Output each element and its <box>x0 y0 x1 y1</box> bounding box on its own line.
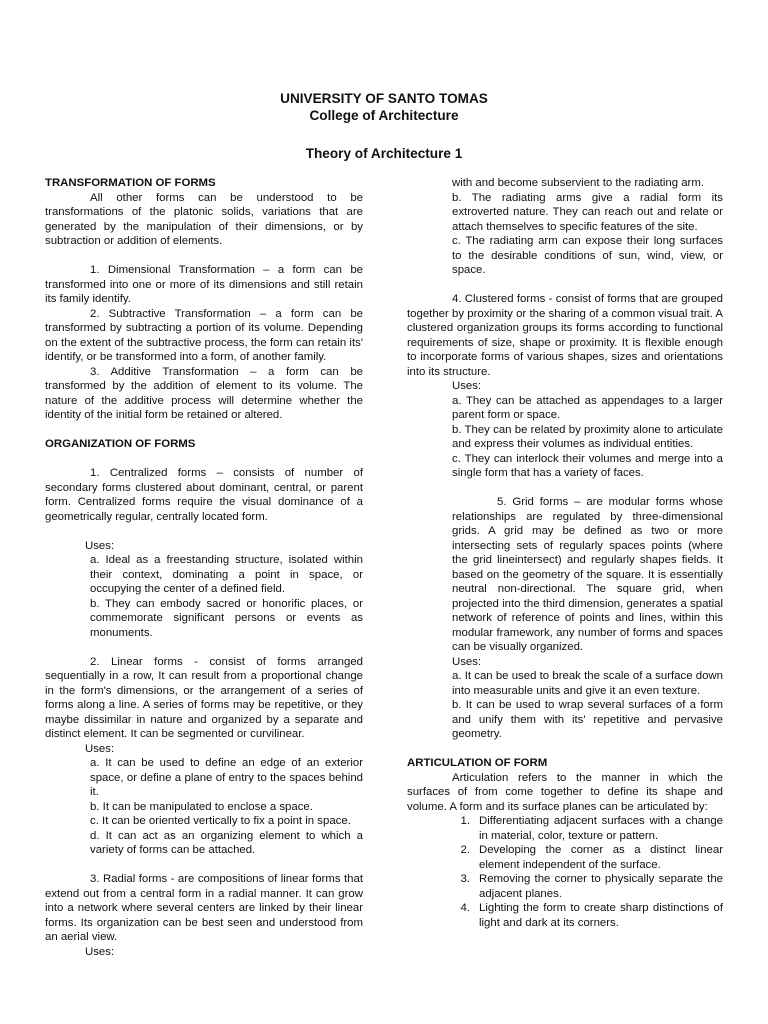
list-item: c. The radiating arm can expose their long surfaces to the desirable conditions of sun, wind, view, or space. <box>452 235 723 276</box>
list-item: a. It can be used to define an edge of an exterior space, or define a plane of entry to the spaces behind it. <box>90 757 363 798</box>
grid-uses-label: Uses: <box>452 655 482 668</box>
linear-uses-label: Uses: <box>85 742 115 755</box>
document-header <box>0 90 768 162</box>
radial-uses-continued <box>407 176 723 278</box>
centralized-forms: 1. Centralized forms – consists of number of secondary forms clustered about dominant, central, or parent form. Centralized forms require the visual dominance of a geometrically regular, centrally located form. <box>45 467 363 523</box>
articulation-list <box>407 814 723 930</box>
list-item: a. Ideal as a freestanding structure, isolated within their context, dominating a point in space, or occupying the center of a defined field. <box>90 554 363 595</box>
list-item: with and become subservient to the radiating arm. <box>452 177 704 189</box>
articulation-heading: ARTICULATION OF FORM <box>407 757 548 769</box>
radial-forms: 3. Radial forms - are compositions of linear forms that extend out from a central form in a radial manner. It can grow into a network where several centers are linked by their linear forms. Its organization can be best seen and understood from an aerial view. <box>45 873 363 943</box>
linear-uses-list <box>45 756 363 858</box>
list-item: d. It can act as an organizing element to which a variety of forms can be attached. <box>90 829 363 856</box>
list-item: b. They can embody sacred or honorific places, or commemorate significant persons or events as monuments. <box>90 597 363 639</box>
articulation-intro: Articulation refers to the manner in which the surfaces of from come together to define its shape and volume. A form and its surface planes can be articulated by: <box>407 771 723 813</box>
clustered-uses-list <box>407 394 723 481</box>
list-item: b. They can be related by proximity alone to articulate and express their volumes as individual entities. <box>452 423 723 450</box>
list-item: b. It can be manipulated to enclose a space. <box>90 800 313 813</box>
grid-forms: 5. Grid forms – are modular forms whose relationships are regulated by three-dimensional grids. A grid may be defined as two or more intersecting sets of regularly spaces points (where the grid lineintersect) and regularly shapes fields. It based on the geometry of the square. It is essentially neutral non-directional. The square grid, when projected into the third dimension, generates a spatial network of reference of points and lines, within this modular framework, any number of forms and spaces can be visually organized. <box>452 496 723 653</box>
radial-uses-label: Uses: <box>85 945 115 958</box>
linear-forms: 2. Linear forms - consist of forms arranged sequentially in a row, It can result from a proportional change in the form's dimensions, or the arrangement of a series of forms along a line. A series of forms may be repetitive, or they maybe dissimilar in nature and organized by a separate and distinct element. It can be segmented or curvilinear. <box>45 655 363 740</box>
list-item: 2. Developing the corner as a distinct linear element independent of the surface. <box>460 844 723 871</box>
list-item: c. It can be oriented vertically to fix a point in space. <box>90 815 351 827</box>
course-title: Theory of Architecture 1 <box>305 146 463 161</box>
university-name: UNIVERSITY OF SANTO TOMAS <box>280 91 488 106</box>
college-name: College of Architecture <box>309 108 459 123</box>
list-item: c. They can interlock their volumes and merge into a single form that has a variety of faces. <box>452 452 723 479</box>
transformation-heading: TRANSFORMATION OF FORMS <box>45 177 216 189</box>
centralized-uses-label: Uses: <box>85 539 115 552</box>
organization-heading: ORGANIZATION OF FORMS <box>45 438 196 450</box>
right-column <box>407 176 723 930</box>
dimensional-transformation: 1. Dimensional Transformation – a form can be transformed into one or more of its dimensions and still retain its family identify. <box>45 264 363 305</box>
subtractive-transformation: 2. Subtractive Transformation – a form can be transformed by subtracting a portion of its volume. Depending on the extent of the subtractive process, the form can retain its' identify, or be transformed into a form, of another family. <box>45 307 363 363</box>
centralized-uses-list <box>45 553 363 640</box>
list-item: 1. Differentiating adjacent surfaces with a change in material, color, texture or pattern. <box>460 815 723 842</box>
list-item: a. They can be attached as appendages to a larger parent form or space. <box>452 394 723 421</box>
left-column <box>45 176 363 959</box>
grid-forms-block <box>407 495 723 742</box>
additive-transformation: 3. Additive Transformation – a form can be transformed by the addition of element to its volume. The nature of the additive process will determine whether the identity of the initial form be retained or altered. <box>45 365 363 421</box>
clustered-forms: 4. Clustered forms - consist of forms that are grouped together by proximity or the sharing of a common visual trait. A clustered organization groups its forms according to functional requirements of size, shape or proximity. It is flexible enough to incorporate forms of various shapes, sizes and orientations into its structure. <box>407 293 723 378</box>
transformation-intro: All other forms can be understood to be transformations of the platonic solids, variations that are generated by the manipulation of their dimensions, or by subtraction or addition of elements. <box>45 191 363 247</box>
list-item: b. The radiating arms give a radial form its extroverted nature. They can reach out and relate or attach themselves to specific features of the site. <box>452 191 723 233</box>
list-item: b. It can be used to wrap several surfaces of a form and unify them with its' repetitive and pervasive geometry. <box>452 699 723 740</box>
list-item: 4. Lighting the form to create sharp distinctions of light and dark at its corners. <box>460 902 723 929</box>
clustered-uses-label: Uses: <box>452 380 482 392</box>
list-item: a. It can be used to break the scale of a surface down into measurable units and give it an even texture. <box>452 670 723 697</box>
list-item: 3. Removing the corner to physically separate the adjacent planes. <box>460 873 723 900</box>
